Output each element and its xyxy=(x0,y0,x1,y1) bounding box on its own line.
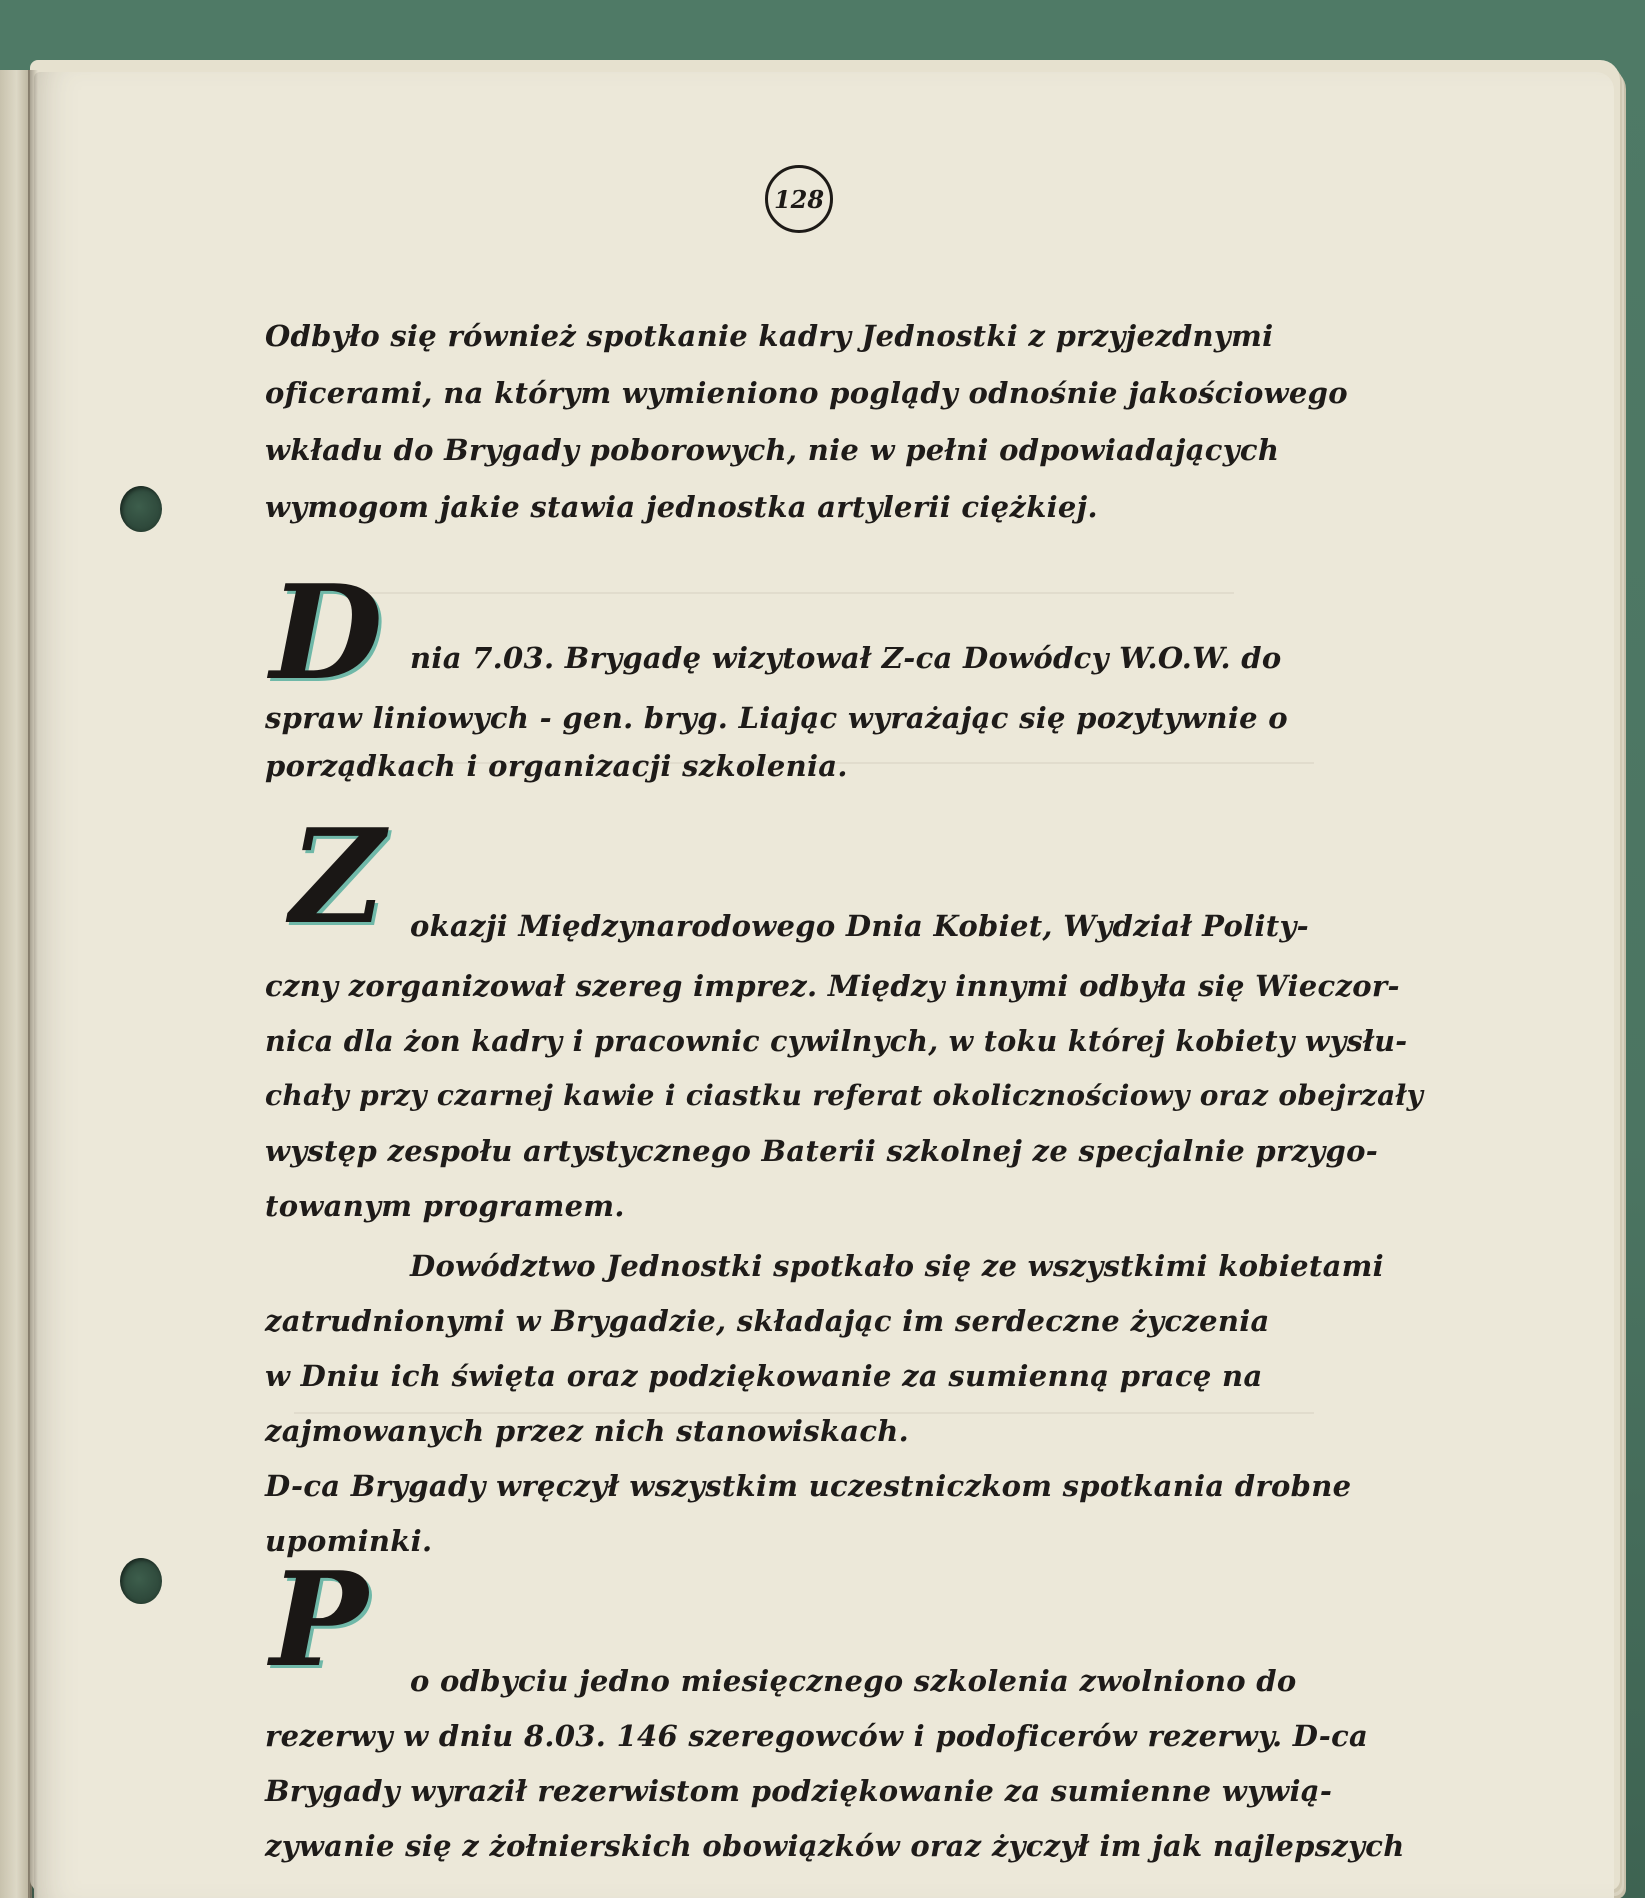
text-line: wkładu do Brygady poborowych, nie w pełni odpowiadających xyxy=(265,433,1280,467)
decorative-initial: Z xyxy=(290,800,385,953)
text-line: wymogom jakie stawia jednostka artylerii ciężkiej. xyxy=(265,490,1098,524)
text-line: o odbyciu jedno miesięcznego szkolenia zwolniono do xyxy=(410,1664,1297,1698)
text-line: spraw liniowych - gen. bryg. Liając wyrażając się pozytywnie o xyxy=(265,701,1288,735)
text-line: Odbyło się również spotkanie kadry Jednostki z przyjezdnymi xyxy=(265,319,1274,353)
text-line: okazji Międzynarodowego Dnia Kobiet, Wydział Polity- xyxy=(410,909,1309,943)
text-line: zajmowanych przez nich stanowiskach. xyxy=(265,1414,910,1448)
text-line: Dowództwo Jednostki spotkało się ze wszystkimi kobietami xyxy=(410,1249,1384,1283)
decorative-initial: D xyxy=(270,556,383,709)
text-line: towanym programem. xyxy=(265,1189,625,1223)
text-line: rezerwy w dniu 8.03. 146 szeregowców i podoficerów rezerwy. D-ca xyxy=(265,1719,1369,1753)
text-line: w Dniu ich święta oraz podziękowanie za sumienną pracę na xyxy=(265,1359,1263,1393)
text-line: zywanie się z żołnierskich obowiązków oraz życzył im jak najlepszych xyxy=(265,1829,1405,1863)
text-line: nia 7.03. Brygadę wizytował Z-ca Dowódcy W.O.W. do xyxy=(410,641,1282,675)
spine-shadow xyxy=(28,70,38,1898)
text-line: zatrudnionymi w Brygadzie, składając im serdeczne życzenia xyxy=(265,1304,1270,1338)
punch-hole xyxy=(120,486,162,532)
text-line: oficerami, na którym wymieniono poglądy odnośnie jakościowego xyxy=(265,376,1348,410)
text-line: występ zespołu artystycznego Baterii szkolnej ze specjalnie przygo- xyxy=(265,1134,1379,1168)
decorative-initial: P xyxy=(270,1543,368,1696)
text-line: nica dla żon kadry i pracownic cywilnych, w toku której kobiety wysłu- xyxy=(265,1024,1408,1058)
punch-hole xyxy=(120,1558,162,1604)
text-line: D-ca Brygady wręczył wszystkim uczestniczkom spotkania drobne xyxy=(265,1469,1352,1503)
text-line: chały przy czarnej kawie i ciastku referat okolicznościowy oraz obejrzały xyxy=(265,1079,1424,1112)
page-number: 128 xyxy=(765,165,833,233)
text-line: upominki. xyxy=(265,1524,433,1558)
bleed-through-line xyxy=(334,592,1234,594)
text-line: czny zorganizował szereg imprez. Między innymi odbyła się Wieczor- xyxy=(265,969,1400,1003)
text-line: porządkach i organizacji szkolenia. xyxy=(265,749,848,783)
text-line: Brygady wyraził rezerwistom podziękowanie za sumienne wywią- xyxy=(265,1774,1333,1808)
